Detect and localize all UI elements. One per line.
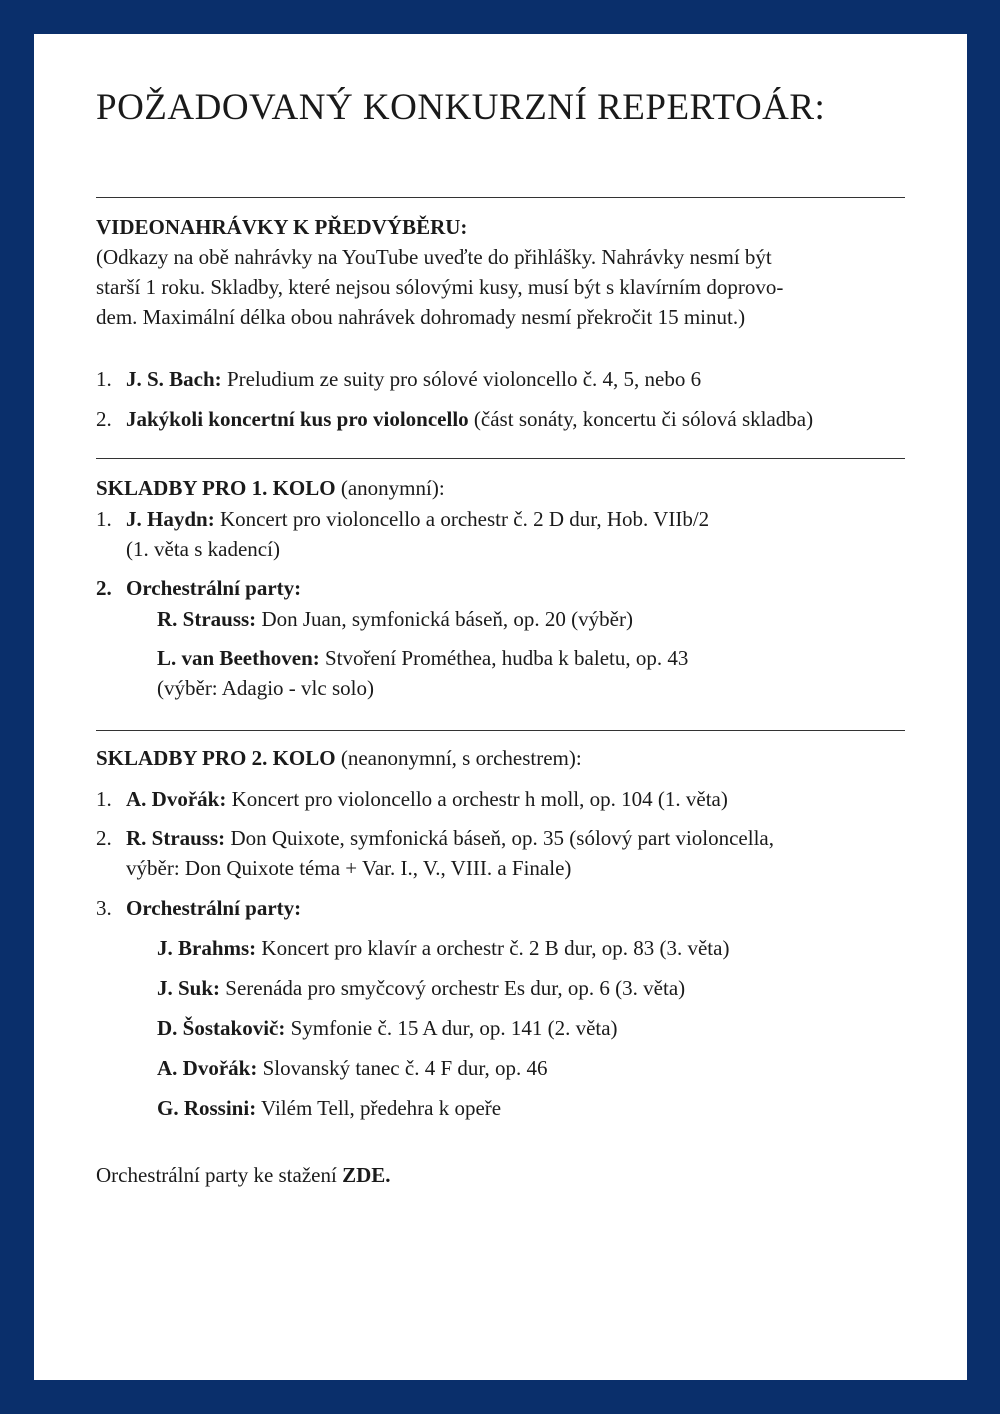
- composer: A. Dvořák:: [126, 787, 227, 811]
- round2-section: [96, 743, 905, 773]
- composer: A. Dvořák:: [157, 1056, 258, 1080]
- work: Symfonie č. 15 A dur, op. 141 (2. věta): [285, 1016, 618, 1040]
- item-text: [126, 573, 905, 603]
- video-note-line: dem. Maximální délka obou nahrávek dohromady nesmí překročit 15 minut.): [96, 305, 746, 329]
- work: Don Quixote, symfonická báseň, op. 35 (sólový part violoncella,: [225, 826, 774, 850]
- work: (část sonáty, koncertu či sólová skladba): [468, 407, 814, 431]
- page-title: POŽADOVANÝ KONKURZNÍ REPERTOÁR:: [96, 87, 826, 128]
- round2-heading: SKLADBY PRO 2. KOLO (neanonymní, s orchestrem):: [96, 746, 582, 770]
- composer: G. Rossini:: [157, 1096, 257, 1120]
- item-text: [126, 893, 905, 923]
- video-heading: VIDEONAHRÁVKY K PŘEDVÝBĚRU:: [96, 215, 468, 239]
- work: Koncert pro klavír a orchestr č. 2 B dur, op. 83 (3. věta): [256, 936, 730, 960]
- item-number: 1.: [96, 367, 112, 391]
- divider: [96, 730, 905, 731]
- item-text: [126, 364, 905, 394]
- composer: J. Haydn:: [126, 507, 215, 531]
- divider: [96, 458, 905, 459]
- item-number: 1.: [96, 787, 112, 811]
- orchestral-parts-label: Orchestrální party:: [126, 896, 302, 920]
- composer: R. Strauss:: [126, 826, 226, 850]
- composer: L. van Beethoven:: [157, 646, 320, 670]
- item-text: [126, 404, 905, 434]
- round1-heading: SKLADBY PRO 1. KOLO (anonymní):: [96, 476, 445, 500]
- orchestral-part: [157, 643, 905, 703]
- work: Vilém Tell, předehra k opeře: [256, 1096, 502, 1120]
- work: Preludium ze suity pro sólové violoncello č. 4, 5, nebo 6: [221, 367, 702, 391]
- work: Stvoření Prométhea, hudba k baletu, op. 43: [319, 646, 689, 670]
- composer: J. Suk:: [157, 976, 221, 1000]
- composer: J. S. Bach:: [126, 367, 222, 391]
- work-detail: výběr: Don Quixote téma + Var. I., V., VIII. a Finale): [126, 856, 572, 880]
- item-text: [126, 784, 905, 814]
- orchestral-part: [157, 1013, 905, 1043]
- composer: Jakýkoli koncertní kus pro violoncello: [126, 407, 469, 431]
- orchestral-part: [157, 1053, 905, 1083]
- item-number: 2.: [96, 826, 112, 850]
- video-note-line: starší 1 roku. Skladby, které nejsou sólovými kusy, musí být s klavírním doprovo-: [96, 275, 784, 299]
- orchestral-part: [157, 604, 905, 634]
- video-note: [96, 242, 905, 332]
- video-note-line: (Odkazy na obě nahrávky na YouTube uveďte do přihlášky. Nahrávky nesmí být: [96, 245, 772, 269]
- orchestral-part: [157, 933, 905, 963]
- item-number: 2.: [96, 576, 112, 600]
- work: Serenáda pro smyčcový orchestr Es dur, op. 6 (3. věta): [220, 976, 686, 1000]
- work: Koncert pro violoncello a orchestr h moll, op. 104 (1. věta): [226, 787, 728, 811]
- round1-section: [96, 473, 905, 503]
- work-detail: (výběr: Adagio - vlc solo): [157, 676, 374, 700]
- composer: R. Strauss:: [157, 607, 257, 631]
- divider: [96, 197, 905, 198]
- item-text: [126, 504, 905, 564]
- download-note: [96, 1160, 391, 1190]
- item-number: 2.: [96, 407, 112, 431]
- item-number: 1.: [96, 507, 112, 531]
- orchestral-part: [157, 973, 905, 1003]
- download-link[interactable]: ZDE.: [342, 1163, 391, 1187]
- download-text: Orchestrální party ke stažení: [96, 1163, 343, 1187]
- work-detail: (1. věta s kadencí): [126, 537, 280, 561]
- work: Koncert pro violoncello a orchestr č. 2 D dur, Hob. VIIb/2: [214, 507, 710, 531]
- video-section: [96, 212, 905, 332]
- composer: D. Šostakovič:: [157, 1016, 286, 1040]
- document-page: [34, 34, 967, 1380]
- orchestral-part: [157, 1093, 905, 1123]
- item-text: [126, 823, 905, 883]
- work: Slovanský tanec č. 4 F dur, op. 46: [257, 1056, 548, 1080]
- composer: J. Brahms:: [157, 936, 257, 960]
- item-number: 3.: [96, 896, 112, 920]
- orchestral-parts-label: Orchestrální party:: [126, 576, 302, 600]
- work: Don Juan, symfonická báseň, op. 20 (výběr): [256, 607, 633, 631]
